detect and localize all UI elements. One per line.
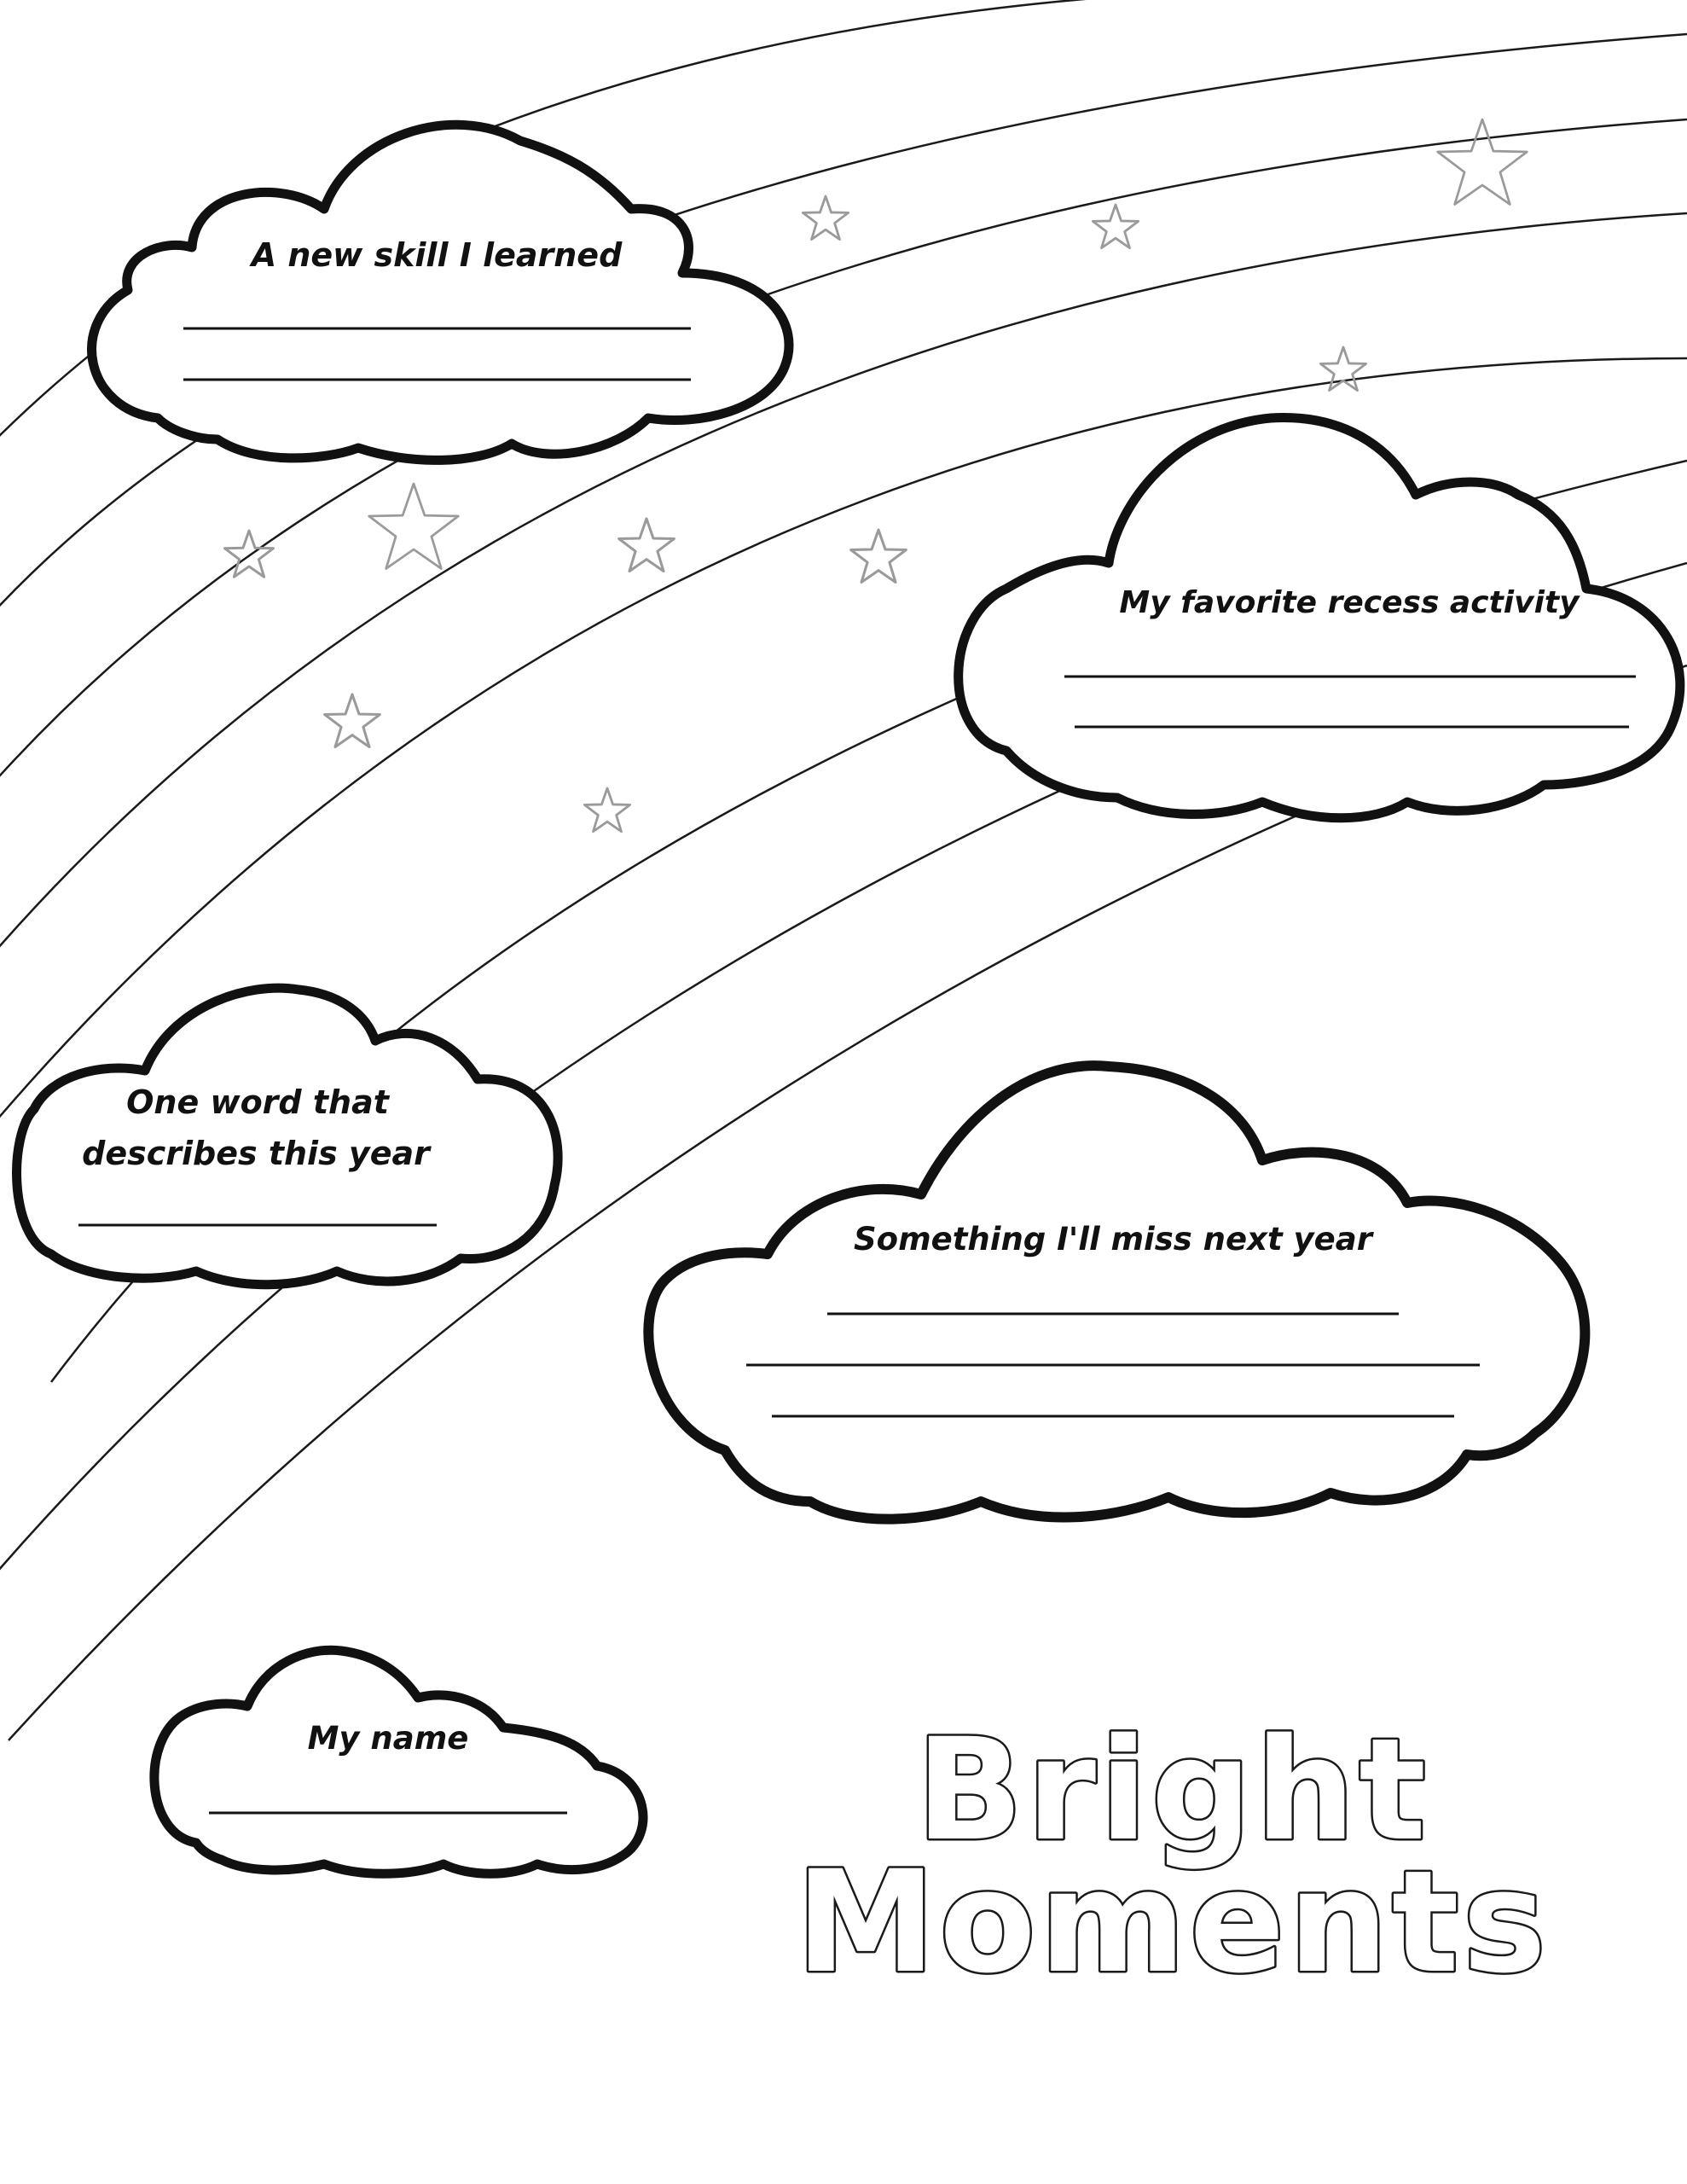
cloud-icon bbox=[648, 1066, 1585, 1519]
star-icon bbox=[224, 531, 273, 577]
cloud-skill-prompt: A new skill I learned bbox=[251, 236, 623, 274]
star-icon bbox=[803, 196, 848, 240]
cloud-word-prompt-line1: One word that bbox=[126, 1083, 389, 1121]
cloud-miss-prompt: Something I'll miss next year bbox=[854, 1221, 1372, 1258]
title-line2: Moments bbox=[796, 1840, 1550, 2004]
cloud-icon bbox=[92, 125, 789, 460]
cloud-skill bbox=[92, 125, 789, 460]
star-icon bbox=[1438, 119, 1528, 204]
cloud-word bbox=[17, 988, 559, 1285]
cloud-name bbox=[154, 1650, 643, 1873]
star-icon bbox=[369, 484, 459, 568]
cloud-name-prompt: My name bbox=[307, 1720, 469, 1757]
star-icon bbox=[619, 519, 675, 572]
title-line1: Bright bbox=[915, 1708, 1430, 1872]
star-icon bbox=[325, 694, 380, 747]
cloud-recess-prompt: My favorite recess activity bbox=[1119, 585, 1580, 620]
cloud-word-prompt-line2: describes this year bbox=[82, 1135, 430, 1172]
cloud-miss bbox=[648, 1066, 1585, 1519]
cloud-icon bbox=[154, 1650, 643, 1873]
star-icon bbox=[584, 788, 629, 832]
star-icon bbox=[851, 530, 907, 583]
cloud-recess bbox=[959, 418, 1680, 818]
page-title bbox=[796, 1708, 1550, 2004]
star-icon bbox=[1093, 205, 1138, 248]
